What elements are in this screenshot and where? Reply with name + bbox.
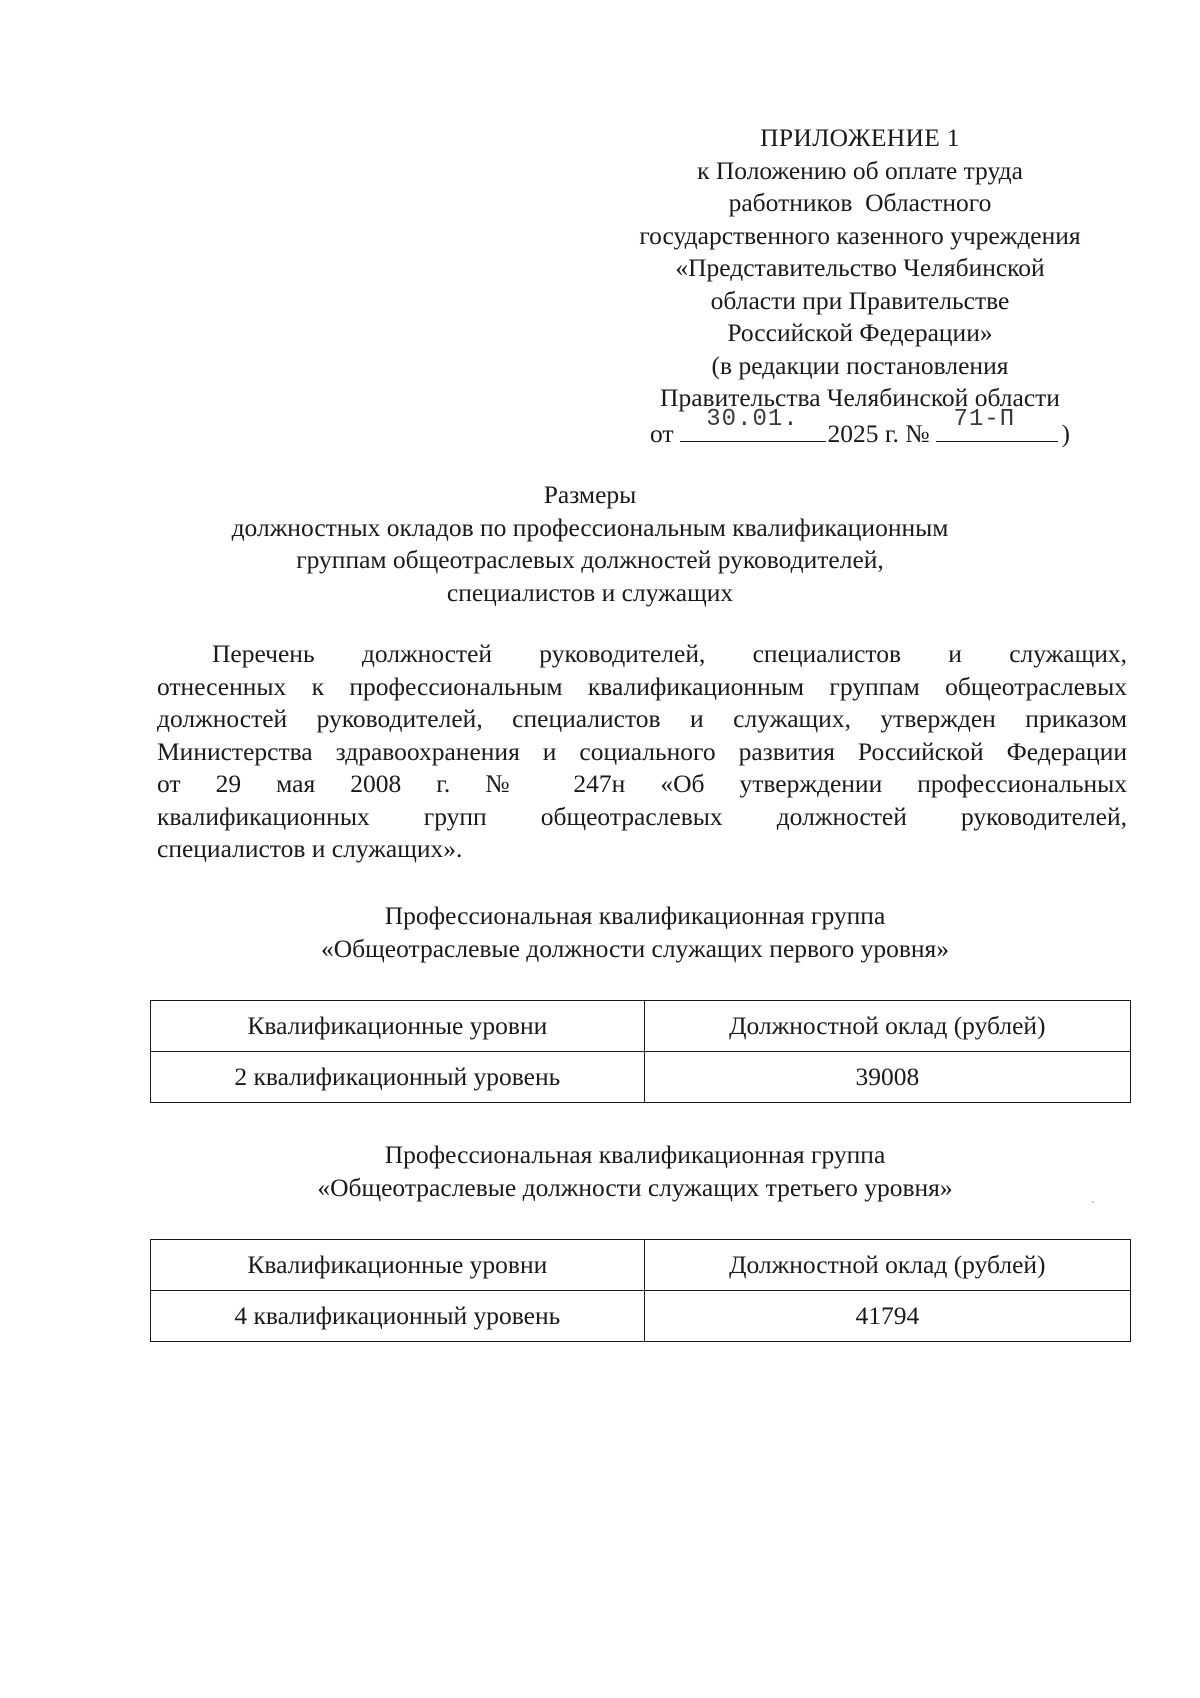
qualification-level-cell: 4 квалификационный уровень xyxy=(151,1291,645,1342)
title-line: специалистов и служащих xyxy=(446,577,734,607)
appendix-line: к Положению об оплате труда xyxy=(697,155,1023,185)
appendix-line: «Представительство Челябинской xyxy=(675,253,1045,282)
paragraph-line: отнесенных к профессиональным квалификационным группам общеотраслевых xyxy=(157,671,1127,701)
closing-paren: ) xyxy=(1061,418,1071,448)
title-line: группам общеотраслевых должностей руководителей, xyxy=(296,545,884,574)
salary-cell: 39008 xyxy=(644,1052,1130,1103)
salary-table xyxy=(150,1000,1131,1103)
paragraph-line: квалификационных групп общеотраслевых должностей руководителей, xyxy=(157,801,1127,831)
paragraph-line: Перечень должностей руководителей, специалистов и служащих, xyxy=(212,639,1127,668)
salary-table xyxy=(150,1239,1131,1342)
appendix-line: Российской Федерации» xyxy=(727,318,993,347)
table-header-cell: Квалификационные уровни xyxy=(151,1240,645,1291)
body-paragraph xyxy=(157,638,1127,866)
document-title xyxy=(140,479,1040,609)
appendix-line: Правительства Челябинской области xyxy=(660,383,1060,412)
paragraph-line: специалистов и служащих». xyxy=(157,834,463,863)
number-fill-field xyxy=(936,406,1058,442)
appendix-line: работников Областного xyxy=(728,188,992,217)
salary-cell: 41794 xyxy=(644,1291,1130,1342)
group-heading-line: «Общеотраслевые должности служащих третьего уровня» xyxy=(317,1172,953,1202)
group-heading xyxy=(140,900,1130,965)
table-header-cell: Должностной оклад (рублей) xyxy=(644,1240,1130,1291)
resolution-date-line xyxy=(605,406,1115,451)
appendix-line: области при Правительстве xyxy=(710,285,1010,315)
table-row xyxy=(151,1052,1131,1103)
group-heading-line: Профессиональная квалификационная группа xyxy=(384,1140,886,1169)
appendix-header xyxy=(605,122,1115,450)
year-number-label: 2025 г. № xyxy=(827,418,930,448)
table-header-cell: Должностной оклад (рублей) xyxy=(644,1001,1130,1052)
group-heading xyxy=(140,1139,1130,1204)
typed-date: 30.01. xyxy=(706,406,799,433)
paragraph-line: должностей руководителей, специалистов и служащих, утвержден приказом xyxy=(157,704,1127,733)
table-header-row xyxy=(151,1001,1131,1052)
appendix-title: ПРИЛОЖЕНИЕ 1 xyxy=(760,123,960,152)
title-line: должностных окладов по профессиональным квалификационным xyxy=(231,512,949,542)
qualification-level-cell: 2 квалификационный уровень xyxy=(151,1052,645,1103)
group-heading-line: «Общеотраслевые должности служащих первого уровня» xyxy=(321,933,949,963)
date-fill-field xyxy=(680,406,826,442)
appendix-line: государственного казенного учреждения xyxy=(639,220,1081,250)
typed-number: 71-П xyxy=(953,406,1016,433)
date-prefix: от xyxy=(649,418,674,448)
group-heading-line: Профессиональная квалификационная группа xyxy=(384,901,886,930)
appendix-line: (в редакции постановления xyxy=(711,350,1009,380)
scan-speck xyxy=(1092,1201,1094,1203)
table-header-cell: Квалификационные уровни xyxy=(151,1001,645,1052)
title-line: Размеры xyxy=(543,480,637,509)
table-header-row xyxy=(151,1240,1131,1291)
paragraph-line: Министерства здравоохранения и социального развития Российской Федерации xyxy=(157,736,1127,766)
table-row xyxy=(151,1291,1131,1342)
paragraph-line: от 29 мая 2008 г. № 247н «Об утверждении профессиональных xyxy=(157,769,1127,798)
